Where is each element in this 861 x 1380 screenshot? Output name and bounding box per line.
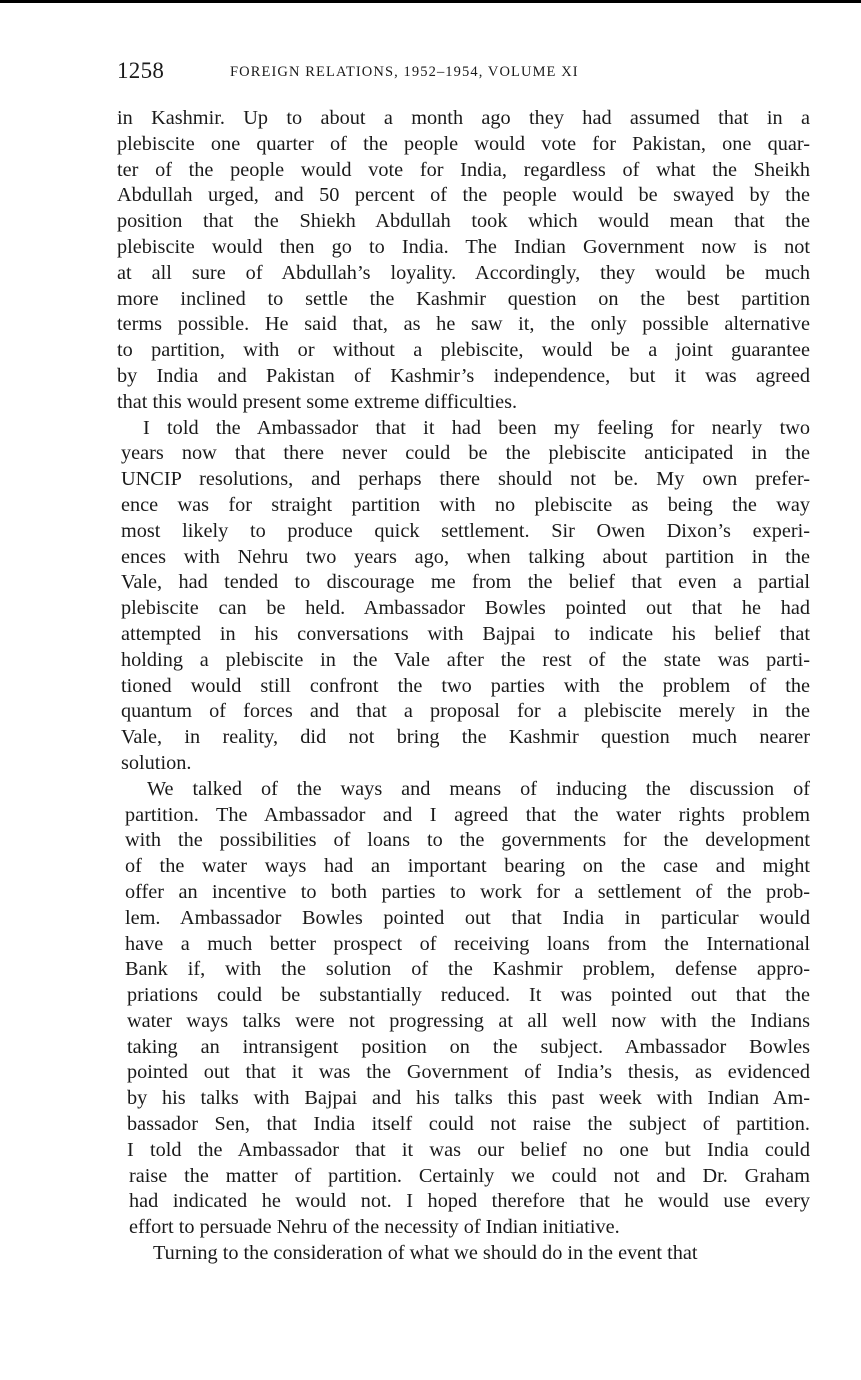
text-line: Vale, had tended to discourage me from the belief that even a partial	[121, 571, 810, 594]
text-line: ter of the people would vote for India, regardless of what the Sheikh	[117, 158, 810, 181]
text-line: at all sure of Abdullah’s loyality. Accordingly, they would be much	[117, 261, 810, 284]
running-head: FOREIGN RELATIONS, 1952–1954, VOLUME XI	[230, 64, 579, 80]
text-line: by his talks with Bajpai and his talks this past week with Indian Am-	[127, 1087, 810, 1110]
text-line: with the possibilities of loans to the governments for the development	[125, 829, 810, 852]
text-line: Bank if, with the solution of the Kashmir problem, defense appro-	[125, 958, 810, 981]
text-line: have a much better prospect of receiving loans from the International	[125, 932, 810, 955]
page-header	[117, 58, 807, 90]
paragraph-1	[117, 106, 810, 416]
text-line: years now that there never could be the plebiscite anticipated in the	[121, 442, 810, 465]
text-line: pointed out that it was the Government of India’s thesis, as evidenced	[127, 1061, 810, 1084]
text-line: quantum of forces and that a proposal for a plebiscite merely in the	[121, 700, 810, 723]
text-line: UNCIP resolutions, and perhaps there should not be. My own prefer-	[121, 468, 810, 491]
page-number: 1258	[117, 58, 165, 83]
text-line: position that the Shiekh Abdullah took which would mean that the	[117, 210, 810, 233]
text-line: bassador Sen, that India itself could not raise the subject of partition.	[127, 1113, 810, 1136]
text-line: plebiscite would then go to India. The Indian Government now is not	[117, 235, 810, 258]
paragraph-4	[117, 1241, 810, 1267]
text-line: terms possible. He said that, as he saw it, the only possible alternative	[117, 313, 810, 336]
text-line: in Kashmir. Up to about a month ago they had assumed that in a	[117, 107, 810, 129]
paragraph-3	[117, 777, 810, 1241]
text-line: ence was for straight partition with no plebiscite as being the way	[121, 493, 810, 516]
text-line: most likely to produce quick settlement. Sir Owen Dixon’s experi-	[121, 519, 810, 542]
text-line: raise the matter of partition. Certainly we could not and Dr. Graham	[129, 1164, 810, 1187]
text-line: attempted in his conversations with Bajpai to indicate his belief that	[121, 622, 810, 645]
text-line: Turning to the consideration of what we should do in the event that	[153, 1242, 698, 1265]
document-body	[117, 106, 810, 1267]
text-line: partition. The Ambassador and I agreed that the water rights problem	[125, 803, 810, 826]
text-line: plebiscite one quarter of the people would vote for Pakistan, one quar-	[117, 132, 810, 155]
text-line: tioned would still confront the two parties with the problem of the	[121, 674, 810, 697]
text-line: had indicated he would not. I hoped therefore that he would use every	[129, 1190, 810, 1213]
text-line: ences with Nehru two years ago, when talking about partition in the	[121, 545, 810, 568]
text-line: to partition, with or without a plebiscite, would be a joint guarantee	[117, 339, 810, 362]
text-line: effort to persuade Nehru of the necessity of Indian initiative.	[129, 1216, 620, 1239]
text-line: I told the Ambassador that it had been my feeling for nearly two	[143, 416, 810, 439]
top-border-rule	[0, 0, 861, 3]
text-line: more inclined to settle the Kashmir question on the best partition	[117, 287, 810, 310]
text-line: priations could be substantially reduced. It was pointed out that the	[127, 984, 810, 1007]
text-line: I told the Ambassador that it was our belief no one but India could	[127, 1138, 810, 1161]
text-line: offer an incentive to both parties to work for a settlement of the prob-	[125, 880, 810, 903]
text-line: taking an intransigent position on the subject. Ambassador Bowles	[127, 1035, 810, 1058]
text-line: holding a plebiscite in the Vale after the rest of the state was parti-	[121, 648, 810, 671]
text-line: Abdullah urged, and 50 percent of the people would be swayed by the	[117, 184, 810, 207]
text-line: that this would present some extreme difficulties.	[117, 390, 518, 413]
text-line: Vale, in reality, did not bring the Kashmir question much nearer	[121, 726, 810, 749]
text-line: of the water ways had an important bearing on the case and might	[125, 855, 810, 878]
text-line: water ways talks were not progressing at all well now with the Indians	[127, 1009, 810, 1032]
text-line: lem. Ambassador Bowles pointed out that India in particular would	[125, 906, 810, 929]
text-line: solution.	[121, 751, 192, 774]
paragraph-2	[117, 416, 810, 777]
text-line: We talked of the ways and means of inducing the discussion of	[147, 777, 810, 800]
text-line: by India and Pakistan of Kashmir’s independence, but it was agreed	[117, 364, 810, 387]
text-line: plebiscite can be held. Ambassador Bowles pointed out that he had	[121, 597, 810, 620]
